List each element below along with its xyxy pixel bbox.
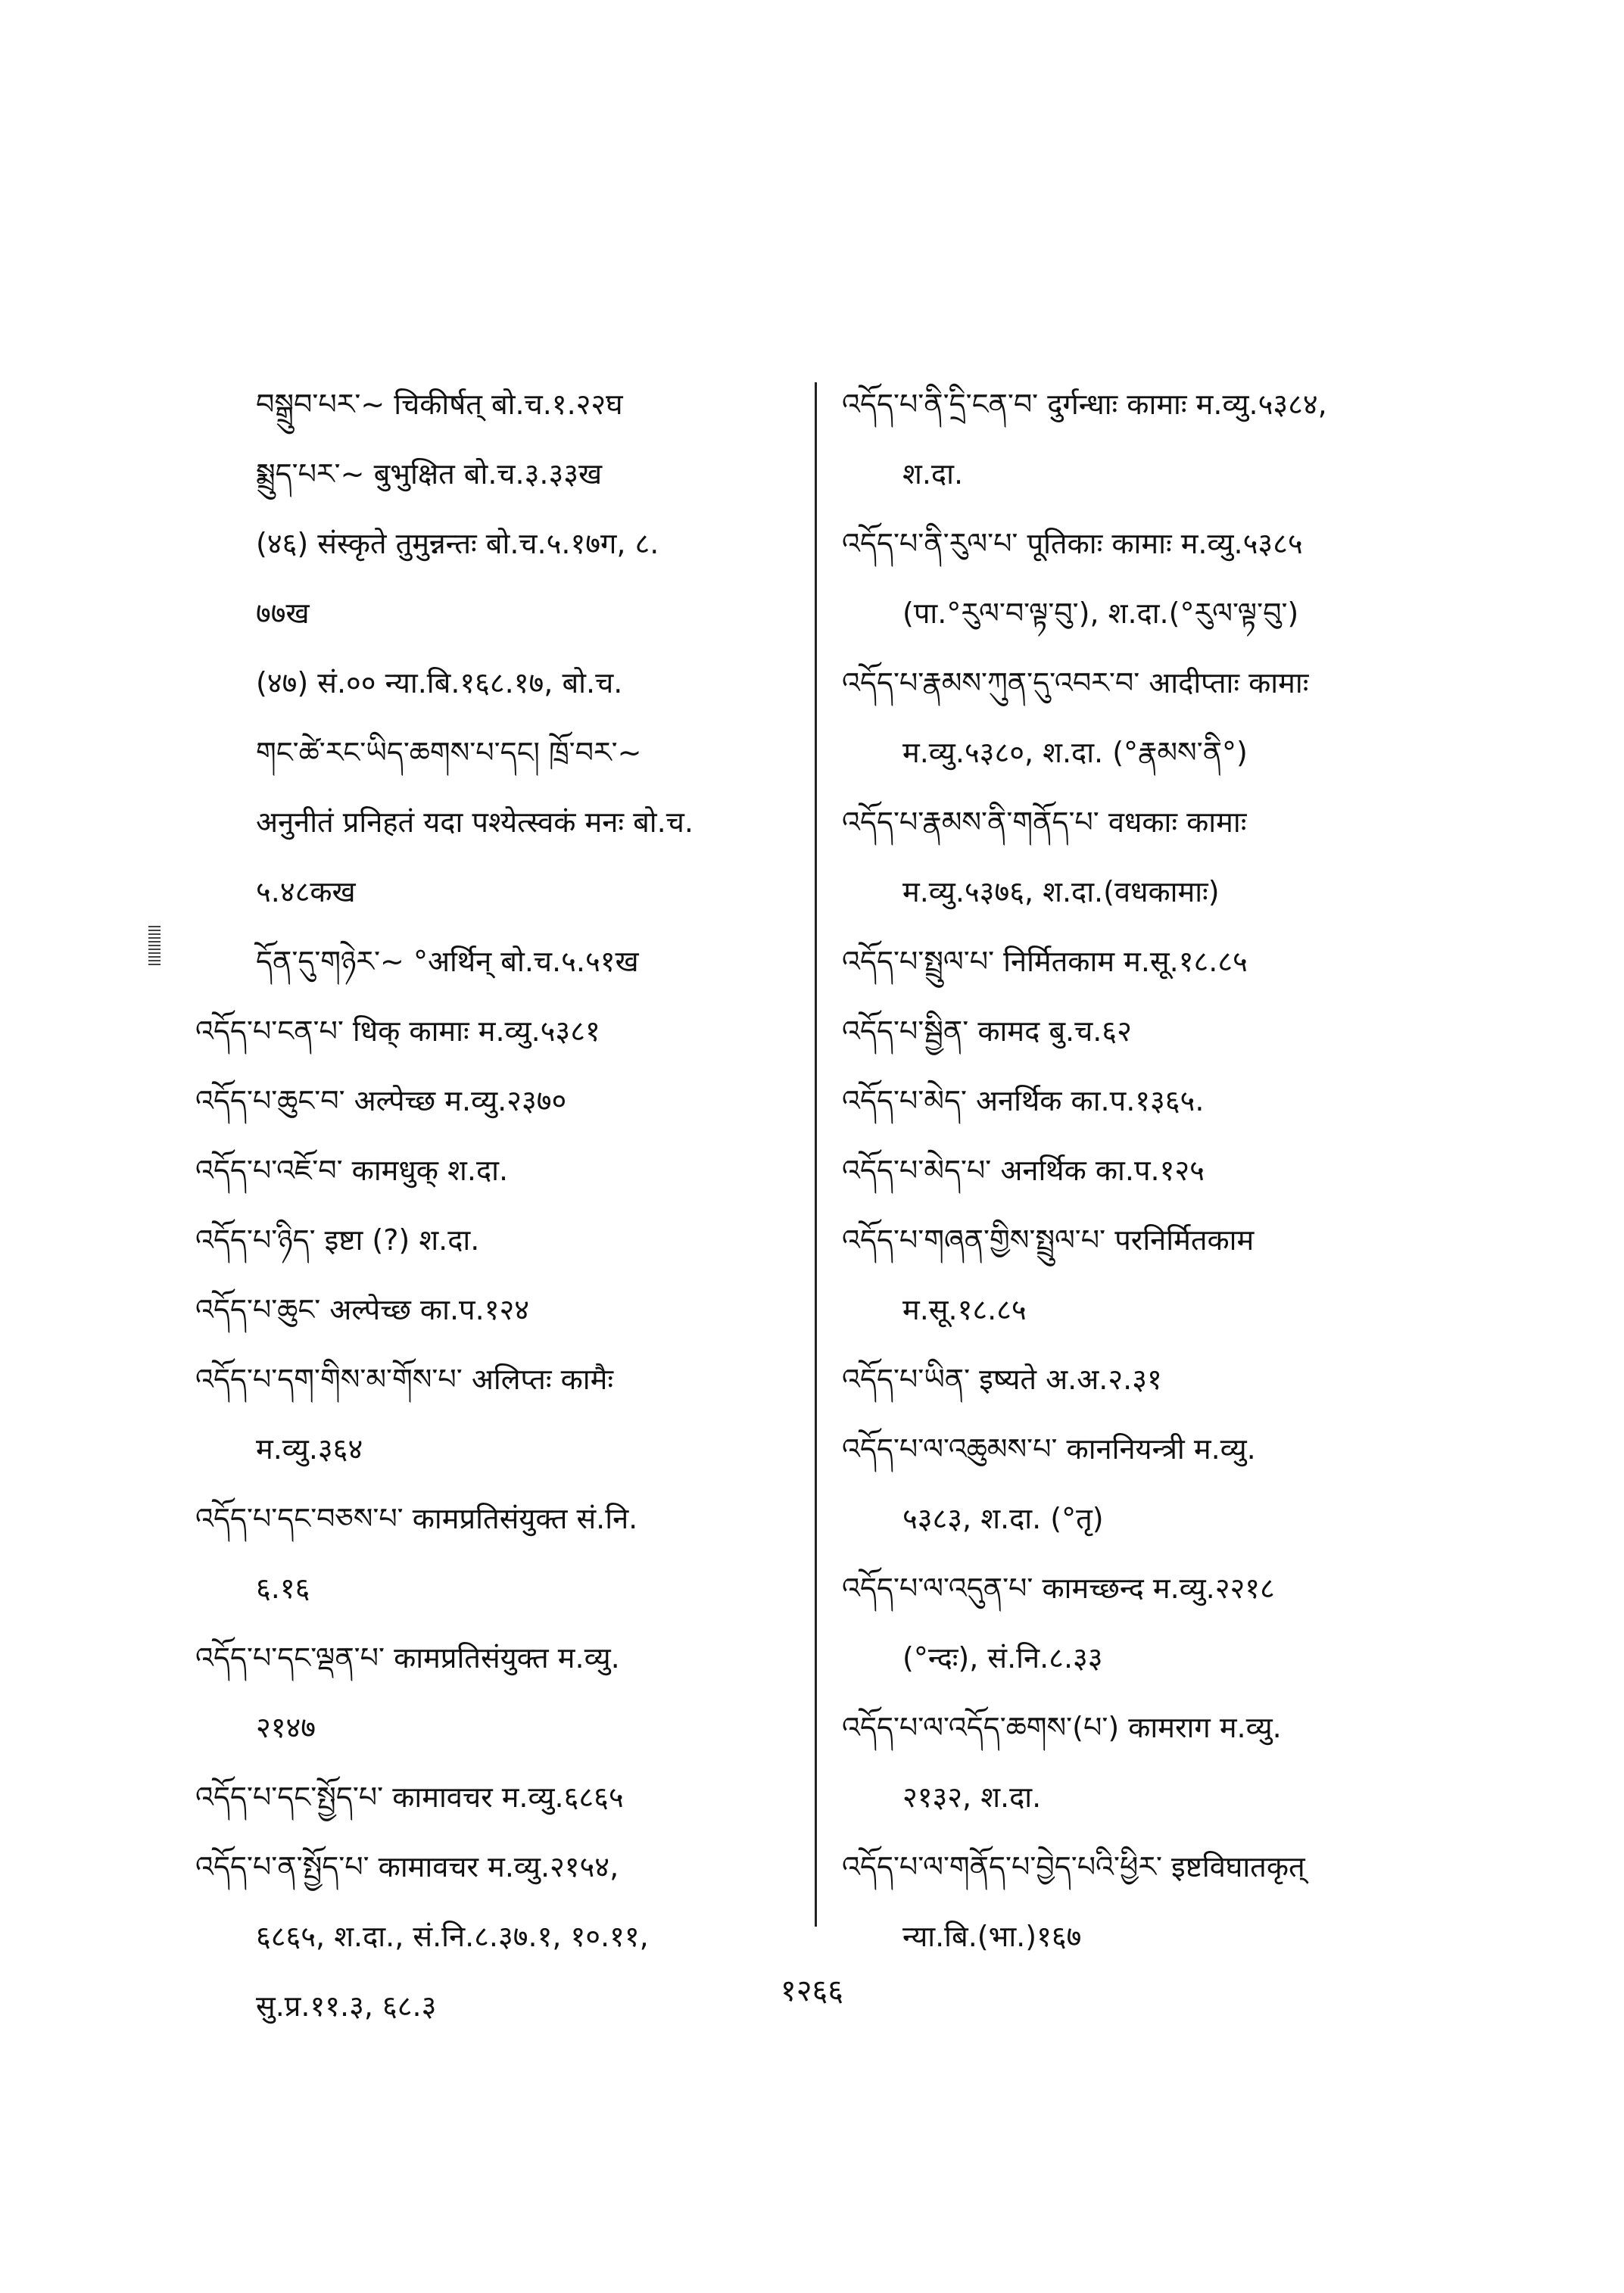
entry-headword-line: འདོད་པ་ལ་འཆུམས་པ་ काननियन्त्री म.व्यु.: [842, 1432, 1256, 1466]
entry-headword-line: འདོད་པ་ནི་རུལ་པ་ पूतिकाः कामाः म.व्यु.५३८५: [842, 527, 1303, 560]
entry-line: न्या.बि.(भा.)१६७: [902, 1920, 1082, 1953]
entry-headword-line: འདོད་པ་དང་ལྡན་པ་ कामप्रतिसंयुक्त म.व्यु.: [195, 1641, 620, 1675]
entry-line: म.व्यु.५३८०, श.दा. (°རྣམས་ནི°): [902, 736, 1248, 769]
entry-headword-line: འདོད་པ་རྣམས་ནི་གནོད་པ་ वधकाः कामाः: [842, 805, 1247, 839]
entry-line: གང་ཚེ་རང་ཡིད་ཆགས་པ་དང། ཁྲོ་བར་~: [256, 736, 642, 769]
page-number: १२६६: [780, 1974, 844, 2008]
entry-line: ५.४८कख: [256, 875, 356, 908]
entry-line: ७७ख: [256, 597, 310, 630]
entry-headword-line: འདོད་པ་ལ་འདུན་པ་ कामच्छन्द म.व्यु.२२१८: [842, 1572, 1275, 1605]
entry-line: अनुनीतं प्रनिहतं यदा पश्येत्स्वकं मनः बो.च.: [256, 805, 694, 839]
entry-headword-line: འདོད་པ་སྤྲུལ་པ་ निर्मितकाम म.सू.१८.८५: [842, 945, 1248, 978]
entry-line: བསྒྲུབ་པར་~ चिकीर्षत् बो.च.१.२२घ: [256, 388, 623, 421]
entry-headword-line: འདོད་པ་འཇོ་བ་ कामधुक् श.दा.: [195, 1154, 509, 1187]
entry-headword-line: འདོད་པ་དག་གིས་མ་གོས་པ་ अलिप्तः कामैः: [195, 1363, 614, 1396]
entry-line: म.व्यु.३६४: [256, 1432, 363, 1466]
right-column: [842, 369, 1444, 1971]
margin-mark: [148, 926, 161, 965]
entry-headword-line: འདོད་པ་གཞན་གྱིས་སྤྲུལ་པ་ परनिर्मितकाम: [842, 1223, 1255, 1257]
entry-line: དོན་དུ་གཉེར་~ °अर्थिन् बो.च.५.५१ख: [256, 945, 639, 978]
entry-line: २१४७: [256, 1711, 316, 1744]
entry-headword-line: འདོད་པ་ཉིད་ इष्टा (?) श.दा.: [195, 1223, 480, 1257]
entry-line: (पा.°རུལ་བ་ལྟ་བུ་), श.दा.(°རུལ་ལྟ་བུ་): [902, 597, 1299, 630]
entry-line: སྨྲུད་པར་~ बुभुक्षित बो.च.३.३३ख: [256, 457, 603, 491]
entry-line: सु.प्र.११.३, ६८.३: [256, 1989, 437, 2023]
entry-headword-line: འདོད་པ་དང་སྤྱོད་པ་ कामावचर म.व्यु.६८६५: [195, 1781, 624, 1814]
entry-line: (४६) संस्कृते तुमुन्नन्तः बो.च.५.१७ग, ८.: [256, 527, 659, 560]
entry-headword-line: འདོད་པ་ངན་པ་ धिक् कामाः म.व्यु.५३८१: [195, 1014, 600, 1048]
left-column: [195, 369, 793, 2041]
entry-line: म.व्यु.५३७६, श.दा.(वधकामाः): [902, 875, 1220, 908]
entry-headword-line: འདོད་པ་སྦྱིན་ कामद बु.च.६२: [842, 1014, 1132, 1048]
entry-line: ५३८३, श.दा. (°तृ): [902, 1502, 1104, 1535]
entry-headword-line: འདོད་པ་རྣམས་ཀུན་དུ་འབར་བ་ आदीप्ताः कामाः: [842, 666, 1309, 699]
entry-headword-line: འདོད་པ་མེད་ अनर्थिक का.प.१३६५.: [842, 1084, 1205, 1117]
entry-line: २१३२, श.दा.: [902, 1781, 1042, 1814]
entry-headword-line: འདོད་པ་ཆུང་ अल्पेच्छ का.प.१२४: [195, 1293, 529, 1326]
entry-headword-line: འདོད་པ་དང་བཅས་པ་ कामप्रतिसंयुक्त सं.नि.: [195, 1502, 638, 1535]
entry-headword-line: འདོད་པ་ལ་གནོད་པ་བྱེད་པའི་ཕྱིར་ इष्टविघातकृत्: [842, 1850, 1305, 1883]
entry-headword-line: འདོད་པ་ནི་དྲི་ངན་བ་ दुर्गन्धाः कामाः म.व्यु.५३८४,: [842, 388, 1327, 421]
entry-headword-line: འདོད་པ་ཆུང་བ་ अल्पेच्छ म.व्यु.२३७०: [195, 1084, 567, 1117]
entry-line: ६८६५, श.दा., सं.नि.८.३७.१, १०.११,: [256, 1920, 649, 1953]
column-divider: [815, 382, 817, 1927]
entry-headword-line: འདོད་པ་མེད་པ་ अनर्थिक का.प.१२५: [842, 1154, 1205, 1187]
entry-line: (४७) सं.०० न्या.बि.१६८.१७, बो.च.: [256, 666, 623, 699]
entry-line: श.दा.: [902, 457, 964, 491]
entry-line: म.सू.१८.८५: [902, 1293, 1027, 1326]
entry-headword-line: འདོད་པ་ཡིན་ इष्यते अ.अ.२.३१: [842, 1363, 1162, 1396]
entry-headword-line: འདོད་པ་ན་སྤྱོད་པ་ कामावचर म.व्यु.२१५४,: [195, 1850, 619, 1883]
entry-line: (°न्दः), सं.नि.८.३३: [902, 1641, 1103, 1675]
entry-headword-line: འདོད་པ་ལ་འདོད་ཆགས་(པ་) कामराग म.व्यु.: [842, 1711, 1282, 1744]
entry-line: ६.१६: [256, 1572, 310, 1605]
